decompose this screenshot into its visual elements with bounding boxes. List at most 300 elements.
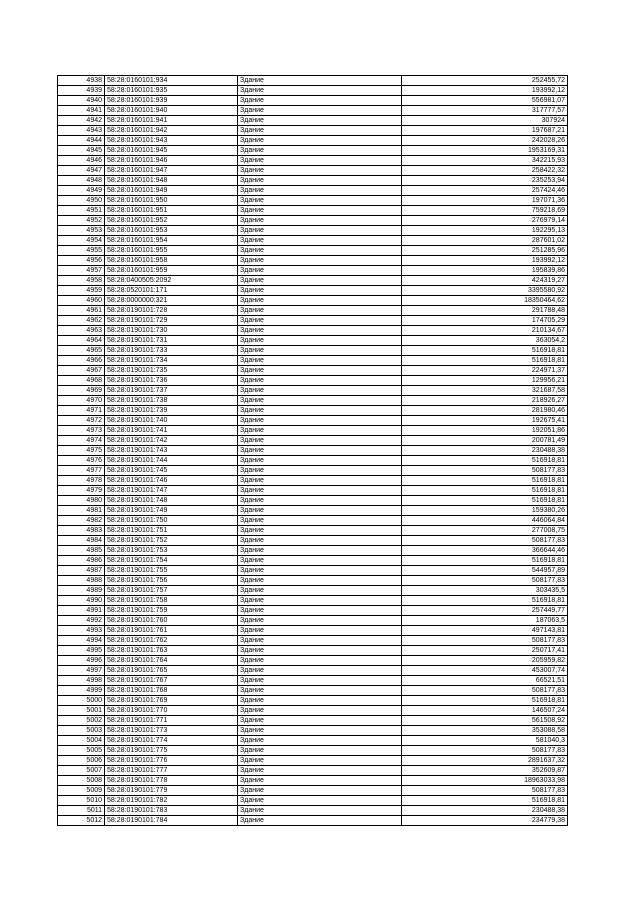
object-type-cell: Здание bbox=[238, 726, 402, 736]
object-type-cell: Здание bbox=[238, 596, 402, 606]
table-row bbox=[58, 776, 568, 786]
cadastral-number-cell: 58:28:0160101:940 bbox=[105, 106, 238, 116]
object-type-cell: Здание bbox=[238, 676, 402, 686]
object-type-cell: Здание bbox=[238, 116, 402, 126]
cadastral-value-cell: 508177,83 bbox=[402, 636, 568, 646]
cadastral-value-cell: 516918,81 bbox=[402, 356, 568, 366]
table-row bbox=[58, 466, 568, 476]
cadastral-value-cell: 516918,81 bbox=[402, 486, 568, 496]
row-number-cell: 4987 bbox=[58, 566, 105, 576]
cadastral-value-cell: 516918,81 bbox=[402, 476, 568, 486]
row-number-cell: 4986 bbox=[58, 556, 105, 566]
cadastral-number-cell: 58:28:0190101:745 bbox=[105, 466, 238, 476]
cadastral-number-cell: 58:28:0160101:943 bbox=[105, 136, 238, 146]
row-number-cell: 4951 bbox=[58, 206, 105, 216]
table-row bbox=[58, 376, 568, 386]
cadastral-number-cell: 58:28:0190101:771 bbox=[105, 716, 238, 726]
row-number-cell: 5007 bbox=[58, 766, 105, 776]
row-number-cell: 4941 bbox=[58, 106, 105, 116]
row-number-cell: 4947 bbox=[58, 166, 105, 176]
cadastral-value-cell: 424319,27 bbox=[402, 276, 568, 286]
cadastral-number-cell: 58:28:0190101:782 bbox=[105, 796, 238, 806]
table-row bbox=[58, 136, 568, 146]
object-type-cell: Здание bbox=[238, 696, 402, 706]
row-number-cell: 4998 bbox=[58, 676, 105, 686]
row-number-cell: 4954 bbox=[58, 236, 105, 246]
table-row bbox=[58, 276, 568, 286]
object-type-cell: Здание bbox=[238, 176, 402, 186]
cadastral-number-cell: 58:28:0190101:765 bbox=[105, 666, 238, 676]
row-number-cell: 5012 bbox=[58, 816, 105, 826]
cadastral-value-cell: 193992,12 bbox=[402, 256, 568, 266]
object-type-cell: Здание bbox=[238, 406, 402, 416]
object-type-cell: Здание bbox=[238, 806, 402, 816]
object-type-cell: Здание bbox=[238, 556, 402, 566]
table-row bbox=[58, 366, 568, 376]
row-number-cell: 4963 bbox=[58, 326, 105, 336]
row-number-cell: 4943 bbox=[58, 126, 105, 136]
cadastral-value-cell: 291788,48 bbox=[402, 306, 568, 316]
object-type-cell: Здание bbox=[238, 126, 402, 136]
cadastral-value-cell: 192051,86 bbox=[402, 426, 568, 436]
cadastral-value-cell: 252455,72 bbox=[402, 76, 568, 86]
object-type-cell: Здание bbox=[238, 146, 402, 156]
table-row bbox=[58, 166, 568, 176]
cadastral-number-cell: 58:28:0190101:740 bbox=[105, 416, 238, 426]
cadastral-number-cell: 58:28:0190101:767 bbox=[105, 676, 238, 686]
cadastral-number-cell: 58:28:0190101:739 bbox=[105, 406, 238, 416]
object-type-cell: Здание bbox=[238, 186, 402, 196]
table-row bbox=[58, 596, 568, 606]
table-row bbox=[58, 196, 568, 206]
row-number-cell: 4939 bbox=[58, 86, 105, 96]
cadastral-number-cell: 58:28:0190101:759 bbox=[105, 606, 238, 616]
table-row bbox=[58, 406, 568, 416]
cadastral-number-cell: 58:28:0190101:749 bbox=[105, 506, 238, 516]
row-number-cell: 4942 bbox=[58, 116, 105, 126]
cadastral-number-cell: 58:28:0190101:770 bbox=[105, 706, 238, 716]
object-type-cell: Здание bbox=[238, 506, 402, 516]
object-type-cell: Здание bbox=[238, 616, 402, 626]
table-row bbox=[58, 756, 568, 766]
object-type-cell: Здание bbox=[238, 266, 402, 276]
cadastral-value-cell: 497143,81 bbox=[402, 626, 568, 636]
object-type-cell: Здание bbox=[238, 296, 402, 306]
object-type-cell: Здание bbox=[238, 196, 402, 206]
cadastral-number-cell: 58:28:0160101:941 bbox=[105, 116, 238, 126]
cadastral-number-cell: 58:28:0190101:756 bbox=[105, 576, 238, 586]
table-row bbox=[58, 226, 568, 236]
object-type-cell: Здание bbox=[238, 226, 402, 236]
cadastral-number-cell: 58:28:0190101:746 bbox=[105, 476, 238, 486]
row-number-cell: 5002 bbox=[58, 716, 105, 726]
table-row bbox=[58, 606, 568, 616]
object-type-cell: Здание bbox=[238, 486, 402, 496]
cadastral-value-cell: 508177,83 bbox=[402, 786, 568, 796]
row-number-cell: 4980 bbox=[58, 496, 105, 506]
cadastral-value-cell: 257449,77 bbox=[402, 606, 568, 616]
object-type-cell: Здание bbox=[238, 316, 402, 326]
object-type-cell: Здание bbox=[238, 566, 402, 576]
row-number-cell: 4979 bbox=[58, 486, 105, 496]
object-type-cell: Здание bbox=[238, 106, 402, 116]
cadastral-value-cell: 516918,81 bbox=[402, 596, 568, 606]
object-type-cell: Здание bbox=[238, 796, 402, 806]
row-number-cell: 4992 bbox=[58, 616, 105, 626]
row-number-cell: 4955 bbox=[58, 246, 105, 256]
table-row bbox=[58, 126, 568, 136]
object-type-cell: Здание bbox=[238, 766, 402, 776]
table-row bbox=[58, 356, 568, 366]
table-row bbox=[58, 636, 568, 646]
cadastral-number-cell: 58:28:0160101:934 bbox=[105, 76, 238, 86]
cadastral-value-cell: 197687,21 bbox=[402, 126, 568, 136]
cadastral-number-cell: 58:28:0160101:959 bbox=[105, 266, 238, 276]
cadastral-number-cell: 58:28:0190101:748 bbox=[105, 496, 238, 506]
table-row bbox=[58, 556, 568, 566]
object-type-cell: Здание bbox=[238, 496, 402, 506]
cadastral-value-cell: 366644,46 bbox=[402, 546, 568, 556]
table-row bbox=[58, 806, 568, 816]
cadastral-value-cell: 353088,58 bbox=[402, 726, 568, 736]
cadastral-number-cell: 58:28:0190101:784 bbox=[105, 816, 238, 826]
cadastral-value-cell: 446064,84 bbox=[402, 516, 568, 526]
row-number-cell: 4966 bbox=[58, 356, 105, 366]
row-number-cell: 4949 bbox=[58, 186, 105, 196]
table-row bbox=[58, 146, 568, 156]
cadastral-number-cell: 58:28:0190101:768 bbox=[105, 686, 238, 696]
cadastral-value-cell: 556981,07 bbox=[402, 96, 568, 106]
object-type-cell: Здание bbox=[238, 286, 402, 296]
table-row bbox=[58, 456, 568, 466]
object-type-cell: Здание bbox=[238, 356, 402, 366]
row-number-cell: 4974 bbox=[58, 436, 105, 446]
object-type-cell: Здание bbox=[238, 786, 402, 796]
table-row bbox=[58, 246, 568, 256]
object-type-cell: Здание bbox=[238, 586, 402, 596]
table-row bbox=[58, 76, 568, 86]
row-number-cell: 4965 bbox=[58, 346, 105, 356]
row-number-cell: 4953 bbox=[58, 226, 105, 236]
row-number-cell: 4991 bbox=[58, 606, 105, 616]
table-body bbox=[58, 76, 568, 826]
cadastral-number-cell: 58:28:0190101:750 bbox=[105, 516, 238, 526]
cadastral-value-cell: 1953169,31 bbox=[402, 146, 568, 156]
row-number-cell: 4971 bbox=[58, 406, 105, 416]
object-type-cell: Здание bbox=[238, 466, 402, 476]
row-number-cell: 4972 bbox=[58, 416, 105, 426]
cadastral-number-cell: 58:28:0190101:757 bbox=[105, 586, 238, 596]
cadastral-value-cell: 287601,02 bbox=[402, 236, 568, 246]
cadastral-value-cell: 251285,96 bbox=[402, 246, 568, 256]
cadastral-value-cell: 307924 bbox=[402, 116, 568, 126]
cadastral-value-cell: 544957,89 bbox=[402, 566, 568, 576]
table-row bbox=[58, 486, 568, 496]
cadastral-value-cell: 218926,27 bbox=[402, 396, 568, 406]
object-type-cell: Здание bbox=[238, 446, 402, 456]
cadastral-value-cell: 257424,46 bbox=[402, 186, 568, 196]
table-row bbox=[58, 176, 568, 186]
row-number-cell: 4988 bbox=[58, 576, 105, 586]
object-type-cell: Здание bbox=[238, 76, 402, 86]
row-number-cell: 4957 bbox=[58, 266, 105, 276]
cadastral-number-cell: 58:28:0190101:752 bbox=[105, 536, 238, 546]
row-number-cell: 4989 bbox=[58, 586, 105, 596]
object-type-cell: Здание bbox=[238, 156, 402, 166]
row-number-cell: 5003 bbox=[58, 726, 105, 736]
cadastral-number-cell: 58:28:0190101:753 bbox=[105, 546, 238, 556]
row-number-cell: 4944 bbox=[58, 136, 105, 146]
cadastral-number-cell: 58:28:0190101:733 bbox=[105, 346, 238, 356]
table-row bbox=[58, 156, 568, 166]
object-type-cell: Здание bbox=[238, 276, 402, 286]
cadastral-number-cell: 58:28:0160101:939 bbox=[105, 96, 238, 106]
cadastral-number-cell: 58:28:0190101:774 bbox=[105, 736, 238, 746]
cadastral-value-cell: 174705,29 bbox=[402, 316, 568, 326]
cadastral-number-cell: 58:28:0190101:762 bbox=[105, 636, 238, 646]
cadastral-value-cell: 18963033,98 bbox=[402, 776, 568, 786]
cadastral-number-cell: 58:28:0160101:949 bbox=[105, 186, 238, 196]
row-number-cell: 5011 bbox=[58, 806, 105, 816]
row-number-cell: 5001 bbox=[58, 706, 105, 716]
row-number-cell: 4985 bbox=[58, 546, 105, 556]
table-row bbox=[58, 546, 568, 556]
cadastral-number-cell: 58:28:0160101:955 bbox=[105, 246, 238, 256]
object-type-cell: Здание bbox=[238, 366, 402, 376]
cadastral-number-cell: 58:28:0190101:730 bbox=[105, 326, 238, 336]
object-type-cell: Здание bbox=[238, 456, 402, 466]
table-row bbox=[58, 506, 568, 516]
cadastral-value-cell: 230488,38 bbox=[402, 806, 568, 816]
cadastral-value-cell: 281980,46 bbox=[402, 406, 568, 416]
table-row bbox=[58, 736, 568, 746]
cadastral-value-cell: 197071,36 bbox=[402, 196, 568, 206]
cadastral-value-cell: 508177,83 bbox=[402, 686, 568, 696]
table-row bbox=[58, 516, 568, 526]
table-row bbox=[58, 816, 568, 826]
row-number-cell: 5010 bbox=[58, 796, 105, 806]
row-number-cell: 4959 bbox=[58, 286, 105, 296]
cadastral-value-cell: 258422,32 bbox=[402, 166, 568, 176]
cadastral-value-cell: 516918,81 bbox=[402, 796, 568, 806]
cadastral-value-cell: 193992,12 bbox=[402, 86, 568, 96]
row-number-cell: 4981 bbox=[58, 506, 105, 516]
cadastral-value-cell: 516918,81 bbox=[402, 696, 568, 706]
cadastral-number-cell: 58:28:0190101:734 bbox=[105, 356, 238, 366]
row-number-cell: 5009 bbox=[58, 786, 105, 796]
table-row bbox=[58, 786, 568, 796]
table-row bbox=[58, 586, 568, 596]
cadastral-number-cell: 58:28:0190101:763 bbox=[105, 646, 238, 656]
object-type-cell: Здание bbox=[238, 416, 402, 426]
cadastral-value-cell: 516918,81 bbox=[402, 346, 568, 356]
row-number-cell: 4968 bbox=[58, 376, 105, 386]
row-number-cell: 5008 bbox=[58, 776, 105, 786]
object-type-cell: Здание bbox=[238, 606, 402, 616]
cadastral-value-cell: 276979,14 bbox=[402, 216, 568, 226]
row-number-cell: 4940 bbox=[58, 96, 105, 106]
table-row bbox=[58, 476, 568, 486]
cadastral-value-cell: 234779,38 bbox=[402, 816, 568, 826]
cadastral-value-cell: 277008,75 bbox=[402, 526, 568, 536]
object-type-cell: Здание bbox=[238, 336, 402, 346]
row-number-cell: 4970 bbox=[58, 396, 105, 406]
row-number-cell: 4945 bbox=[58, 146, 105, 156]
cadastral-number-cell: 58:28:0400505:2092 bbox=[105, 276, 238, 286]
cadastral-value-cell: 759218,69 bbox=[402, 206, 568, 216]
cadastral-number-cell: 58:28:0160101:935 bbox=[105, 86, 238, 96]
table-row bbox=[58, 436, 568, 446]
table-row bbox=[58, 676, 568, 686]
row-number-cell: 4950 bbox=[58, 196, 105, 206]
object-type-cell: Здание bbox=[238, 326, 402, 336]
table-row bbox=[58, 696, 568, 706]
row-number-cell: 4948 bbox=[58, 176, 105, 186]
row-number-cell: 5006 bbox=[58, 756, 105, 766]
object-type-cell: Здание bbox=[238, 306, 402, 316]
cadastral-number-cell: 58:28:0190101:728 bbox=[105, 306, 238, 316]
table-row bbox=[58, 746, 568, 756]
table-row bbox=[58, 656, 568, 666]
row-number-cell: 4976 bbox=[58, 456, 105, 466]
cadastral-number-cell: 58:28:0190101:783 bbox=[105, 806, 238, 816]
cadastral-value-cell: 205959,82 bbox=[402, 656, 568, 666]
cadastral-value-cell: 516918,81 bbox=[402, 496, 568, 506]
table-row bbox=[58, 536, 568, 546]
table-row bbox=[58, 446, 568, 456]
cadastral-number-cell: 58:28:0160101:946 bbox=[105, 156, 238, 166]
row-number-cell: 4990 bbox=[58, 596, 105, 606]
table-row bbox=[58, 716, 568, 726]
cadastral-value-cell: 317777,57 bbox=[402, 106, 568, 116]
row-number-cell: 4961 bbox=[58, 306, 105, 316]
table-row bbox=[58, 186, 568, 196]
object-type-cell: Здание bbox=[238, 426, 402, 436]
cadastral-number-cell: 58:28:0190101:747 bbox=[105, 486, 238, 496]
cadastral-number-cell: 58:28:0190101:755 bbox=[105, 566, 238, 576]
cadastral-value-cell: 561508,92 bbox=[402, 716, 568, 726]
cadastral-value-cell: 363054,2 bbox=[402, 336, 568, 346]
row-number-cell: 4995 bbox=[58, 646, 105, 656]
cadastral-number-cell: 58:28:0190101:773 bbox=[105, 726, 238, 736]
object-type-cell: Здание bbox=[238, 386, 402, 396]
object-type-cell: Здание bbox=[238, 216, 402, 226]
cadastral-number-cell: 58:28:0160101:954 bbox=[105, 236, 238, 246]
row-number-cell: 4962 bbox=[58, 316, 105, 326]
table-row bbox=[58, 106, 568, 116]
cadastral-value-cell: 342215,93 bbox=[402, 156, 568, 166]
object-type-cell: Здание bbox=[238, 686, 402, 696]
object-type-cell: Здание bbox=[238, 256, 402, 266]
cadastral-number-cell: 58:28:0190101:731 bbox=[105, 336, 238, 346]
table-row bbox=[58, 96, 568, 106]
row-number-cell: 4999 bbox=[58, 686, 105, 696]
cadastral-number-cell: 58:28:0160101:952 bbox=[105, 216, 238, 226]
cadastral-value-cell: 321687,58 bbox=[402, 386, 568, 396]
row-number-cell: 4956 bbox=[58, 256, 105, 266]
row-number-cell: 4946 bbox=[58, 156, 105, 166]
table-row bbox=[58, 306, 568, 316]
cadastral-value-cell: 508177,83 bbox=[402, 746, 568, 756]
object-type-cell: Здание bbox=[238, 236, 402, 246]
object-type-cell: Здание bbox=[238, 246, 402, 256]
table-row bbox=[58, 316, 568, 326]
cadastral-number-cell: 58:28:0190101:736 bbox=[105, 376, 238, 386]
cadastral-value-cell: 66521,51 bbox=[402, 676, 568, 686]
table-row bbox=[58, 86, 568, 96]
object-type-cell: Здание bbox=[238, 436, 402, 446]
cadastral-value-cell: 195839,86 bbox=[402, 266, 568, 276]
table-row bbox=[58, 526, 568, 536]
row-number-cell: 4983 bbox=[58, 526, 105, 536]
row-number-cell: 4938 bbox=[58, 76, 105, 86]
table-row bbox=[58, 336, 568, 346]
object-type-cell: Здание bbox=[238, 526, 402, 536]
cadastral-number-cell: 58:28:0190101:729 bbox=[105, 316, 238, 326]
cadastral-number-cell: 58:28:0160101:947 bbox=[105, 166, 238, 176]
cadastral-number-cell: 58:28:0160101:951 bbox=[105, 206, 238, 216]
cadastral-value-cell: 508177,83 bbox=[402, 536, 568, 546]
table-row bbox=[58, 426, 568, 436]
table-row bbox=[58, 416, 568, 426]
object-type-cell: Здание bbox=[238, 476, 402, 486]
row-number-cell: 5004 bbox=[58, 736, 105, 746]
cadastral-number-cell: 58:28:0190101:778 bbox=[105, 776, 238, 786]
cadastral-value-cell: 230488,38 bbox=[402, 446, 568, 456]
cadastral-value-cell: 516918,81 bbox=[402, 456, 568, 466]
object-type-cell: Здание bbox=[238, 576, 402, 586]
cadastral-value-cell: 224971,37 bbox=[402, 366, 568, 376]
cadastral-number-cell: 58:28:0190101:760 bbox=[105, 616, 238, 626]
cadastral-value-cell: 235253,94 bbox=[402, 176, 568, 186]
cadastral-number-cell: 58:28:0190101:754 bbox=[105, 556, 238, 566]
object-type-cell: Здание bbox=[238, 636, 402, 646]
table-row bbox=[58, 216, 568, 226]
cadastral-number-cell: 58:28:0190101:742 bbox=[105, 436, 238, 446]
cadastral-value-cell: 18350464,62 bbox=[402, 296, 568, 306]
table-row bbox=[58, 646, 568, 656]
cadastral-number-cell: 58:28:0160101:942 bbox=[105, 126, 238, 136]
object-type-cell: Здание bbox=[238, 546, 402, 556]
table-row bbox=[58, 566, 568, 576]
cadastral-value-cell: 508177,83 bbox=[402, 576, 568, 586]
cadastral-number-cell: 58:28:0160101:948 bbox=[105, 176, 238, 186]
table-row bbox=[58, 686, 568, 696]
row-number-cell: 4994 bbox=[58, 636, 105, 646]
object-type-cell: Здание bbox=[238, 516, 402, 526]
cadastral-value-cell: 3395580,92 bbox=[402, 286, 568, 296]
table-row bbox=[58, 326, 568, 336]
object-type-cell: Здание bbox=[238, 816, 402, 826]
row-number-cell: 4997 bbox=[58, 666, 105, 676]
object-type-cell: Здание bbox=[238, 746, 402, 756]
object-type-cell: Здание bbox=[238, 646, 402, 656]
cadastral-value-cell: 453007,74 bbox=[402, 666, 568, 676]
cadastral-number-cell: 58:28:0160101:945 bbox=[105, 146, 238, 156]
cadastral-number-cell: 58:28:0190101:764 bbox=[105, 656, 238, 666]
object-type-cell: Здание bbox=[238, 776, 402, 786]
object-type-cell: Здание bbox=[238, 716, 402, 726]
cadastral-value-cell: 352609,87 bbox=[402, 766, 568, 776]
table-row bbox=[58, 726, 568, 736]
row-number-cell: 4964 bbox=[58, 336, 105, 346]
cadastral-number-cell: 58:28:0190101:751 bbox=[105, 526, 238, 536]
object-type-cell: Здание bbox=[238, 96, 402, 106]
cadastral-number-cell: 58:28:0000000:321 bbox=[105, 296, 238, 306]
table-row bbox=[58, 706, 568, 716]
cadastral-number-cell: 58:28:0190101:777 bbox=[105, 766, 238, 776]
table-row bbox=[58, 206, 568, 216]
